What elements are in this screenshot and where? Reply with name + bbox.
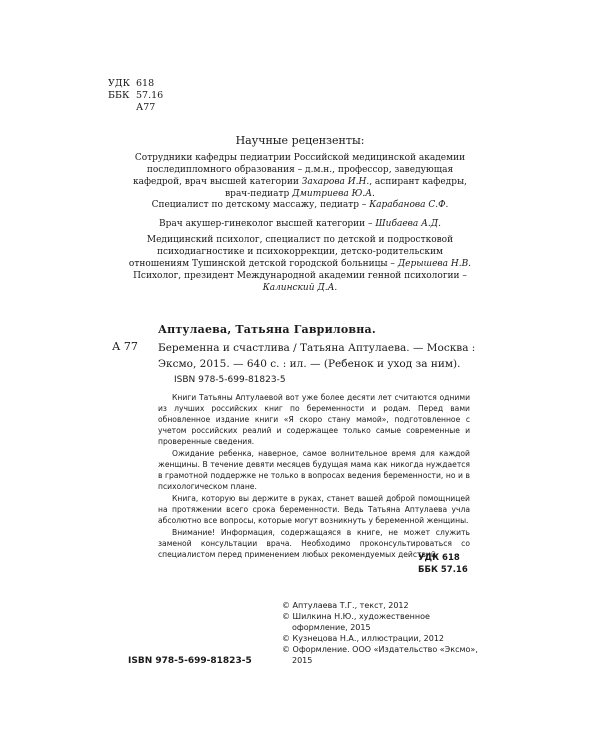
- reviewer-1-text: Сотрудники кафедры педиатрии Российской медицинской академии последипломного образования – д.м.н., профессор, заведующая кафедрой, врач высшей категории: [133, 153, 466, 187]
- isbn-bottom: ISBN 978-5-699-81823-5: [128, 656, 252, 666]
- reviewer-2-text: Специалист по детскому массажу, педиатр –: [151, 200, 367, 210]
- copyright-4: © Оформление. ООО «Издательство «Эксмо», 2015: [282, 645, 478, 665]
- reviewer-2: [128, 199, 472, 211]
- annotation-p1: Книги Татьяны Аптулаевой вот уже более десяти лет считаются одними из лучших российских книг по беременности и родам. Перед вами обновленное издание книги «Я скоро стану мамой», подготовленное с учетом российских реалий и содержащее только самые современные и проверенные сведения.: [158, 393, 470, 446]
- bib-line-2: Эксмо, 2015. — 640 с. : ил. — (Ребенок и уход за ним).: [158, 358, 461, 370]
- bib-line-1: Беременна и счастлива / Татьяна Аптулаева. — Москва :: [158, 342, 476, 354]
- reviewer-1-mid: , аспирант кафедры, врач-педиатр: [225, 177, 467, 199]
- classification-codes-bottom: [418, 552, 468, 576]
- copyright-1: © Аптулаева Т.Г., текст, 2012: [282, 601, 409, 610]
- reviewer-3-text: Врач акушер-гинеколог высшей категории –: [159, 219, 373, 229]
- reviewer-3-name: Шибаева А.Д.: [375, 219, 441, 229]
- annotation-p3: Книга, которую вы держите в руках, станет вашей доброй помощницей на протяжении всего срока беременности. Ведь Татьяна Аптулаева учла абсолютно все вопросы, которые могут возникнуть у беременной женщины.: [158, 494, 470, 525]
- bib-author: Аптулаева, Татьяна Гавриловна.: [158, 323, 376, 336]
- reviewer-3: [128, 218, 472, 230]
- udk-bottom: УДК 618: [418, 553, 460, 563]
- bib-description: [158, 340, 478, 372]
- reviewer-4-5: [128, 234, 472, 294]
- reviewer-5-name: Калинский Д.А.: [262, 283, 338, 293]
- reviewer-1: [128, 152, 472, 200]
- bib-mark: А 77: [112, 340, 138, 353]
- reviewer-4-name: Дерышева Н.В.: [397, 259, 472, 269]
- annotation-p4: Внимание! Информация, содержащаяся в книге, не может служить заменой консультации врача. Необходимо проконсультироваться со специалистом перед применением любых рекомендуемых действий.: [158, 528, 470, 559]
- udk-label: УДК: [108, 78, 130, 89]
- classification-codes: [108, 78, 163, 114]
- copyright-2: © Шилкина Н.Ю., художественное оформление, 2015: [282, 612, 430, 632]
- reviewer-5-text: Психолог, президент Международной академии генной психологии –: [133, 271, 467, 281]
- reviewer-4-text: Медицинский психолог, специалист по детской и подростковой психодиагностике и психокоррекции, детско-родительским отношениям Тушинской детской городской больницы –: [128, 235, 454, 269]
- copyright-block: [282, 600, 482, 666]
- annotation: [158, 392, 470, 561]
- udk-value: 618: [136, 78, 155, 89]
- bbk-bottom: ББК 57.16: [418, 565, 468, 575]
- copyright-3: © Кузнецова Н.А., иллюстрации, 2012: [282, 634, 445, 643]
- bbk-value: 57.16: [136, 90, 164, 101]
- bib-isbn: ISBN 978-5-699-81823-5: [174, 375, 286, 385]
- reviewers-title: Научные рецензенты:: [235, 134, 365, 147]
- reviewer-1-name1: Захарова И.Н.: [301, 177, 370, 187]
- annotation-p2: Ожидание ребенка, наверное, самое волнительное время для каждой женщины. В течение девяти месяцев будущая мама как никогда нуждается в грамотной поддержке не только в вопросах ведения беременности, но и в психологическом плане.: [158, 449, 470, 491]
- author-mark: А77: [136, 102, 156, 113]
- reviewer-1-name2: Дмитриева Ю.А.: [292, 189, 375, 199]
- reviewer-2-name: Карабанова С.Ф.: [369, 200, 449, 210]
- bbk-label: ББК: [108, 90, 130, 101]
